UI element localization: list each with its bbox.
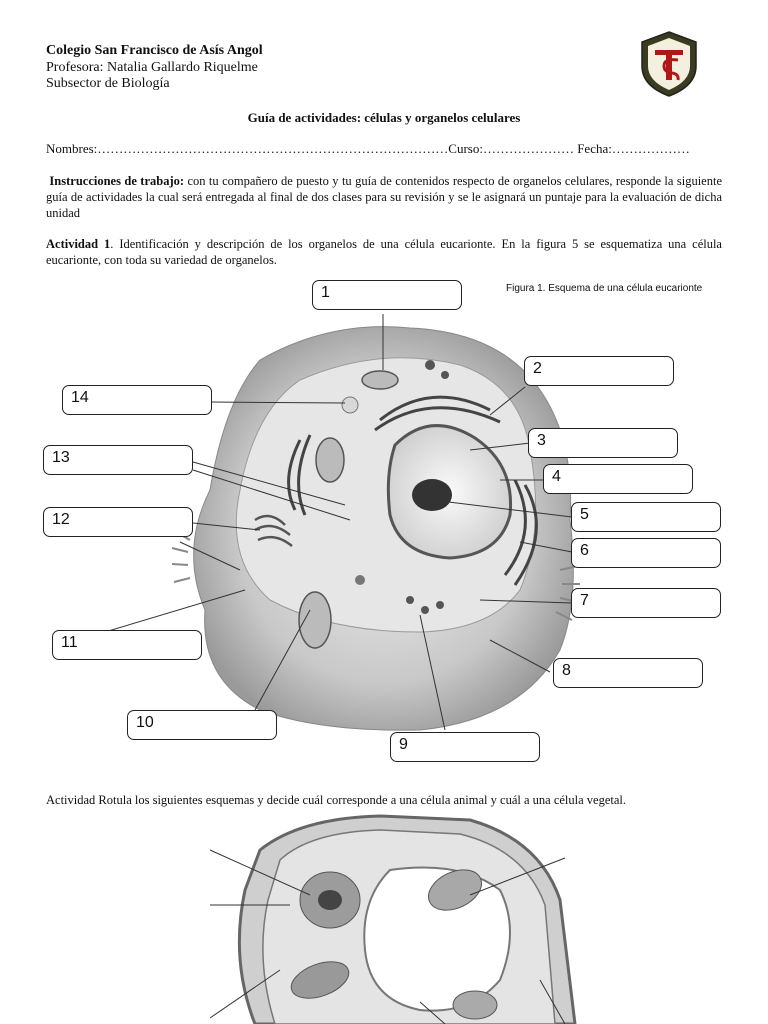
school-header	[46, 43, 263, 93]
label-box-6[interactable]: 6	[571, 538, 721, 568]
student-fields	[46, 141, 690, 157]
label-box-13[interactable]: 13	[43, 445, 193, 475]
page-title: Guía de actividades: células y organelos celulares	[247, 110, 521, 125]
label-box-5[interactable]: 5	[571, 502, 721, 532]
instructions-heading: Instrucciones de trabajo:	[49, 174, 185, 188]
label-box-7[interactable]: 7	[571, 588, 721, 618]
eukaryotic-cell-diagram	[0, 270, 768, 780]
label-box-14[interactable]: 14	[62, 385, 212, 415]
teacher-name: Profesora: Natalia Gallardo Riquelme	[46, 59, 258, 75]
label-box-4[interactable]: 4	[543, 464, 693, 494]
activity-2: Actividad Rotula los siguientes esquemas y decide cuál corresponde a una célula animal y cuál a una célula vegetal.	[46, 793, 626, 807]
label-box-11[interactable]: 11	[52, 630, 202, 660]
label-box-2[interactable]: 2	[524, 356, 674, 386]
instructions-text: con tu compañero de puesto y tu guía de contenidos respecto de organelos celulares, responde la siguiente guía de actividades la cual será entregada al final de dos clases para su revisión y se le asignará un puntaje para la evaluación de dicha unidad	[46, 174, 722, 220]
label-box-9[interactable]: 9	[390, 732, 540, 762]
label-box-3[interactable]: 3	[528, 428, 678, 458]
school-name: Colegio San Francisco de Asís Angol	[46, 43, 263, 58]
names-field: Nombres:………………………………………………………………………	[46, 141, 449, 156]
course-field: Curso:…………………	[448, 141, 574, 156]
date-field: Fecha:………………	[577, 141, 690, 156]
label-box-8[interactable]: 8	[553, 658, 703, 688]
school-logo-icon	[638, 30, 700, 98]
activity-1-heading: Actividad 1	[46, 237, 111, 251]
activity-1	[46, 236, 722, 268]
subject-name: Subsector de Biología	[46, 76, 170, 91]
instructions	[46, 173, 722, 221]
figure-caption: Figura 1. Esquema de una célula eucarionte	[506, 283, 703, 294]
activity-1-text: . Identificación y descripción de los organelos de una célula eucarionte. En la figura 5 se esquematiza una célula eucarionte, con toda su variedad de organelos.	[46, 237, 722, 267]
label-box-1[interactable]: 1	[312, 280, 462, 310]
plant-cell-diagram	[0, 810, 768, 1024]
label-box-12[interactable]: 12	[43, 507, 193, 537]
label-box-10[interactable]: 10	[127, 710, 277, 740]
